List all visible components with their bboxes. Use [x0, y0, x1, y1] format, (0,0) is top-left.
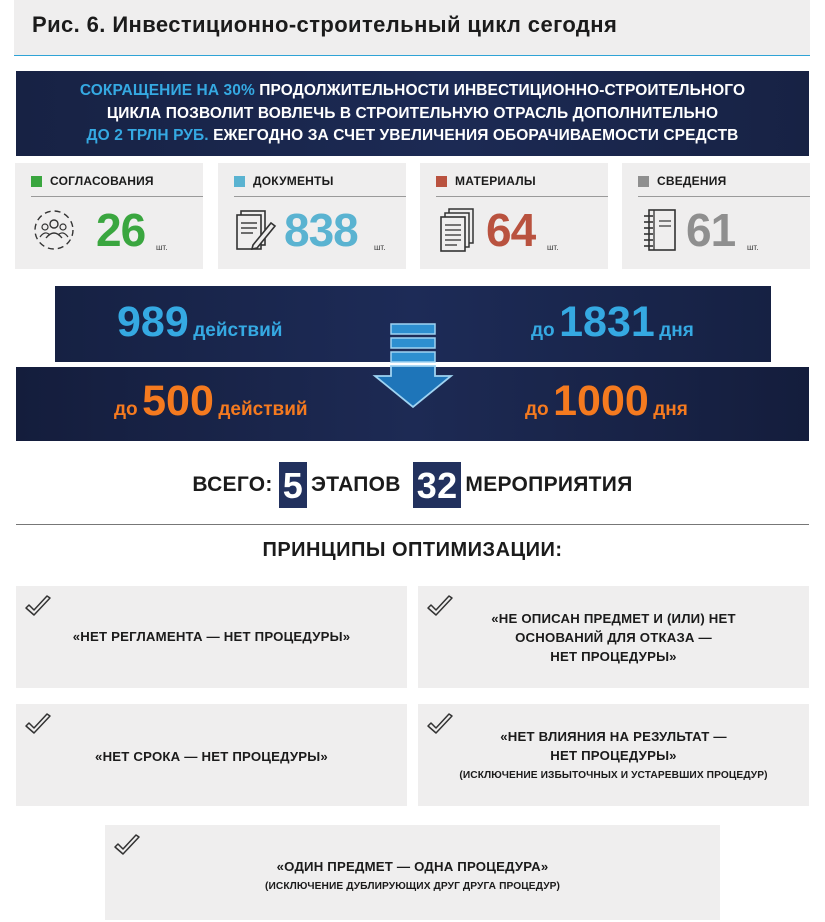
card-header [31, 174, 154, 188]
target-actions-prefix: до [114, 399, 138, 420]
card-header [436, 174, 536, 188]
banner-accent-3: ДО 2 ТРЛН РУБ. [86, 127, 209, 144]
principle-text: «НЕТ РЕГЛАМЕНТА — НЕТ ПРОЦЕДУРЫ» [72, 629, 351, 644]
target-days [525, 377, 688, 426]
current-days [531, 298, 694, 347]
card-unit: шт. [747, 243, 759, 252]
target-actions-label: действий [218, 399, 308, 420]
card-approvals [15, 163, 203, 269]
card-documents [218, 163, 406, 269]
card-divider [31, 196, 203, 197]
legend-square [234, 176, 245, 187]
card-label: СВЕДЕНИЯ [657, 174, 727, 188]
section-divider [16, 524, 809, 525]
target-days-prefix: до [525, 399, 549, 420]
people-circle-icon [32, 207, 76, 253]
papers-stack-icon [437, 207, 481, 253]
card-label: МАТЕРИАЛЫ [455, 174, 536, 188]
check-icon [23, 712, 53, 738]
headline-banner [16, 71, 809, 156]
principle-card [16, 586, 407, 688]
target-actions-value: 500 [142, 377, 214, 425]
target-days-label: дня [653, 399, 688, 420]
card-label: СОГЛАСОВАНИЯ [50, 174, 154, 188]
card-value: 64 [486, 204, 536, 256]
current-days-label: дня [659, 320, 694, 341]
card-divider [234, 196, 406, 197]
events-label: МЕРОПРИЯТИЯ [465, 473, 633, 496]
card-value: 838 [284, 204, 358, 256]
legend-square [31, 176, 42, 187]
card-unit: шт. [156, 243, 168, 252]
principle-text-line-2: НЕТ ПРОЦЕДУРЫ» [550, 748, 677, 763]
notebook-icon [639, 207, 683, 253]
card-value: 26 [96, 204, 146, 256]
principle-note: (ИСКЛЮЧЕНИЕ ИЗБЫТОЧНЫХ И УСТАРЕВШИХ ПРОЦЕДУР) [459, 770, 768, 781]
current-days-value: 1831 [559, 298, 655, 346]
legend-square [436, 176, 447, 187]
principle-text-line-1: «НЕ ОПИСАН ПРЕДМЕТ И (ИЛИ) НЕТ [491, 611, 736, 626]
document-pen-icon [235, 207, 279, 253]
banner-line-1 [16, 80, 809, 103]
stages-label: ЭТАПОВ [311, 473, 401, 496]
current-actions-value: 989 [117, 298, 189, 346]
card-materials [420, 163, 608, 269]
banner-text-3: ЕЖЕГОДНО ЗА СЧЕТ УВЕЛИЧЕНИЯ ОБОРАЧИВАЕМОСТИ СРЕДСТВ [208, 127, 739, 144]
target-days-value: 1000 [553, 377, 649, 425]
card-value: 61 [686, 204, 736, 256]
check-icon [112, 833, 142, 859]
principle-text-line-3: НЕТ ПРОЦЕДУРЫ» [550, 649, 677, 664]
card-information [622, 163, 810, 269]
legend-square [638, 176, 649, 187]
figure-title: Рис. 6. Инвестиционно-строительный цикл сегодня [32, 12, 618, 37]
banner-line-3 [16, 125, 809, 148]
total-label: ВСЕГО: [192, 473, 273, 496]
current-actions [117, 298, 282, 347]
principle-text: «НЕТ СРОКА — НЕТ ПРОЦЕДУРЫ» [95, 749, 328, 764]
stages-count: 5 [279, 462, 307, 508]
banner-text-1: ПРОДОЛЖИТЕЛЬНОСТИ ИНВЕСТИЦИОННО-СТРОИТЕЛЬНОГО [254, 82, 746, 99]
principle-card [418, 704, 809, 806]
current-days-prefix: до [531, 320, 555, 341]
principle-text-line-1: «НЕТ ВЛИЯНИЯ НА РЕЗУЛЬТАТ — [500, 729, 727, 744]
figure-title-bar [14, 0, 810, 56]
card-header [234, 174, 334, 188]
card-label: ДОКУМЕНТЫ [253, 174, 334, 188]
reduction-arrow-icon [372, 322, 454, 410]
principle-text: «ОДИН ПРЕДМЕТ — ОДНА ПРОЦЕДУРА» [276, 859, 549, 874]
card-unit: шт. [547, 243, 559, 252]
principle-text-line-2: ОСНОВАНИЙ ДЛЯ ОТКАЗА — [515, 630, 712, 645]
current-actions-label: действий [193, 320, 283, 341]
banner-accent-1: СОКРАЩЕНИЕ НА 30% [79, 82, 255, 99]
events-count: 32 [413, 462, 462, 508]
principle-card [16, 704, 407, 806]
principle-note: (ИСКЛЮЧЕНИЕ ДУБЛИРУЮЩИХ ДРУГ ДРУГА ПРОЦЕДУР) [264, 881, 561, 892]
check-icon [23, 594, 53, 620]
target-actions [114, 377, 308, 426]
card-header [638, 174, 726, 188]
total-summary [0, 462, 825, 508]
principle-card [418, 586, 809, 688]
card-divider [436, 196, 608, 197]
banner-line-2: ЦИКЛА ПОЗВОЛИТ ВОВЛЕЧЬ В СТРОИТЕЛЬНУЮ ОТРАСЛЬ ДОПОЛНИТЕЛЬНО [106, 104, 719, 122]
card-divider [638, 196, 810, 197]
principle-card [105, 825, 720, 920]
principles-title: ПРИНЦИПЫ ОПТИМИЗАЦИИ: [262, 539, 563, 561]
card-unit: шт. [374, 243, 386, 252]
